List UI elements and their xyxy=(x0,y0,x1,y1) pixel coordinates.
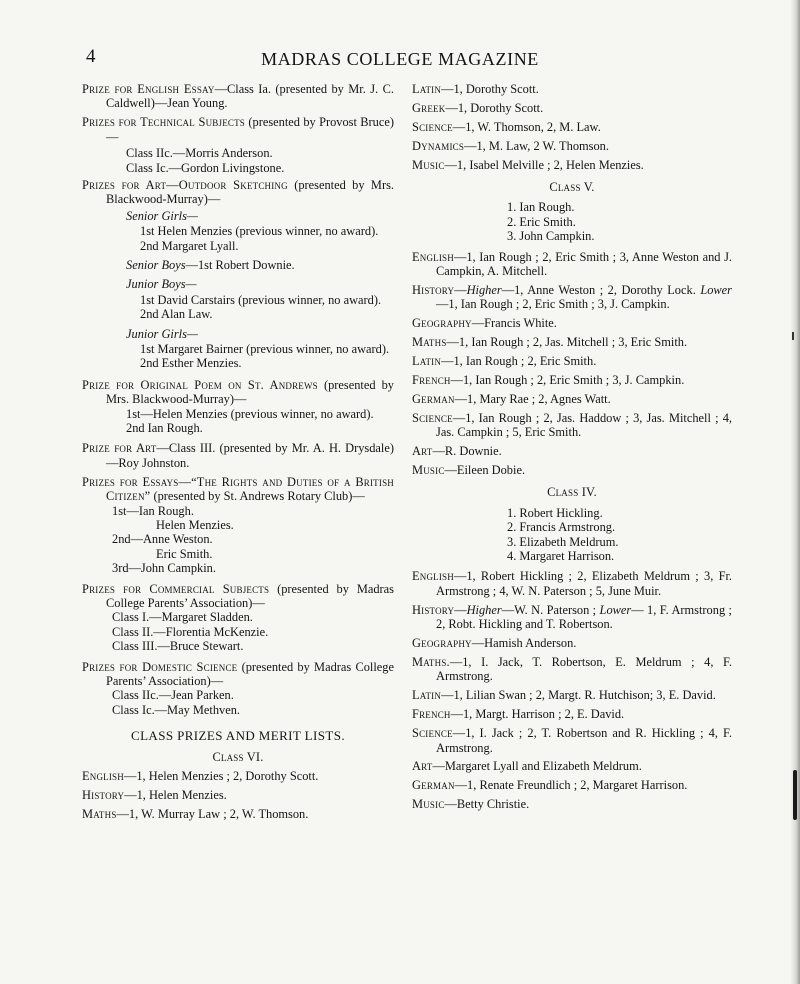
section-heading: CLASS PRIZES AND MERIT LISTS. xyxy=(131,728,345,744)
merit-german: German—1, Renate Freundlich ; 2, Margaret Harrison. xyxy=(412,778,688,793)
merit-science: Science—1, I. Jack ; 2, T. Robertson and R. Hickling ; 4, F. Armstrong. xyxy=(412,726,732,755)
prize-essays: Prizes for Essays—“The Rights and Duties of a British Citizen” (presented by St. Andrews Rotary Club)— xyxy=(82,474,394,504)
subheading: Senior Girls— xyxy=(126,208,198,223)
list-item: 3. John Campkin. xyxy=(507,229,595,244)
margin-mark xyxy=(792,332,794,340)
merit-history: History—Higher—1, Anne Weston ; 2, Dorothy Lock. Lower—1, Ian Rough ; 2, Eric Smith ; 3, J. Campkin. xyxy=(412,282,732,312)
list-item: 1. Robert Hickling. xyxy=(507,505,603,520)
page-number: 4 xyxy=(86,46,96,67)
merit-english: English—1, Helen Menzies ; 2, Dorothy Scott. xyxy=(82,769,319,784)
prize-technical: Prizes for Technical Subjects (presented by Provost Bruce)— xyxy=(82,115,395,144)
class-heading: Class VI. xyxy=(212,749,264,764)
margin-mark xyxy=(793,770,797,820)
merit-geography: Geography—Hamish Anderson. xyxy=(412,636,577,651)
prize-domestic: Prizes for Domestic Science (presented by Madras College Parents’ Association)— xyxy=(82,659,394,689)
merit-science: Science—1, Ian Rough ; 2, Jas. Haddow ; 3, Jas. Mitchell ; 4, Jas. Campkin ; 5, Eric Smith. xyxy=(412,410,732,440)
list-item: 4. Margaret Harrison. xyxy=(507,549,615,564)
list-item: Class Ic.—Gordon Livingstone. xyxy=(126,160,285,175)
merit-german: German—1, Mary Rae ; 2, Agnes Watt. xyxy=(412,391,611,406)
class-ranking-list xyxy=(507,200,732,243)
list-item: 2nd Alan Law. xyxy=(140,307,213,322)
merit-science: Science—1, W. Thomson, 2, M. Law. xyxy=(412,119,601,134)
merit-french: French—1, Margt. Harrison ; 2, E. David. xyxy=(412,707,625,722)
merit-music: Music—1, Isabel Melville ; 2, Helen Menzies. xyxy=(412,157,644,172)
merit-history: History—Higher—W. N. Paterson ; Lower— 1, F. Armstrong ; 2, Robt. Hickling and T. Robertson. xyxy=(412,602,732,632)
merit-maths: Maths—1, W. Murray Law ; 2, W. Thomson. xyxy=(82,806,309,821)
list-item: Class IIc.—Jean Parken. xyxy=(112,688,234,703)
prize-art-class3: Prize for Art—Class III. (presented by Mr. A. H. Drysdale)—Roy Johnston. xyxy=(82,441,394,470)
prize-english-essay: Prize for English Essay—Class Ia. (presented by Mr. J. C. Caldwell)—Jean Young. xyxy=(82,82,394,111)
list-item: 1st Margaret Bairner (previous winner, no award). xyxy=(140,342,390,356)
prize-original-poem: Prize for Original Poem on St. Andrews (presented by Mrs. Blackwood-Murray)— xyxy=(82,377,395,407)
merit-history: History—1, Helen Menzies. xyxy=(82,787,227,802)
running-title: MADRAS COLLEGE MAGAZINE xyxy=(261,49,539,69)
merit-english: English—1, Ian Rough ; 2, Eric Smith ; 3, Anne Weston and J. Campkin, A. Mitchell. xyxy=(412,249,732,279)
merit-art: Art—R. Downie. xyxy=(412,444,502,459)
list-item: Class Ic.—May Methven. xyxy=(112,702,241,717)
merit-dynamics: Dynamics—1, M. Law, 2 W. Thomson. xyxy=(412,138,609,153)
merit-greek: Greek—1, Dorothy Scott. xyxy=(412,100,544,115)
list-item: 3. Elizabeth Meldrum. xyxy=(507,534,619,549)
merit-geography: Geography—Francis White. xyxy=(412,316,557,331)
list-item: 2nd Margaret Lyall. xyxy=(140,238,239,253)
prize-commercial: Prizes for Commercial Subjects (presented by Madras College Parents’ Association)— xyxy=(82,581,394,610)
merit-art: Art—Margaret Lyall and Elizabeth Meldrum. xyxy=(412,759,642,774)
merit-latin: Latin—1, Lilian Swan ; 2, Margt. R. Hutchison; 3, E. David. xyxy=(412,688,716,703)
list-item: 2nd Ian Rough. xyxy=(126,421,203,436)
list-item: 2nd—Anne Weston. xyxy=(112,532,213,547)
list-item: Class IIc.—Morris Anderson. xyxy=(126,146,273,161)
prize-art-sketching: Prizes for Art—Outdoor Sketching (presented by Mrs. Blackwood-Murray)— xyxy=(82,177,394,207)
class-heading: Class IV. xyxy=(547,485,597,500)
subheading: Senior Boys—1st Robert Downie. xyxy=(126,257,295,272)
list-item: 2. Francis Armstrong. xyxy=(507,520,616,535)
merit-french: French—1, Ian Rough ; 2, Eric Smith ; 3, J. Campkin. xyxy=(412,373,685,387)
merit-maths: Maths—1, Ian Rough ; 2, Jas. Mitchell ; 3, Eric Smith. xyxy=(412,335,688,350)
class-heading: Class V. xyxy=(549,180,595,195)
merit-music: Music—Betty Christie. xyxy=(412,797,530,812)
left-column xyxy=(82,82,394,826)
list-item: 2. Eric Smith. xyxy=(507,214,576,229)
list-item: 1st—Ian Rough. xyxy=(112,503,194,518)
merit-latin: Latin—1, Ian Rough ; 2, Eric Smith. xyxy=(412,354,597,369)
list-item: 1st—Helen Menzies (previous winner, no award). xyxy=(126,406,374,421)
list-item: 2nd Esther Menzies. xyxy=(140,356,242,371)
merit-music: Music—Eileen Dobie. xyxy=(412,463,526,478)
list-item: 1st Helen Menzies (previous winner, no award). xyxy=(140,224,379,239)
list-item: Eric Smith. xyxy=(156,546,213,561)
list-item: 1. Ian Rough. xyxy=(507,200,575,215)
merit-english: English—1, Robert Hickling ; 2, Elizabeth Meldrum ; 3, Fr. Armstrong ; 4, W. N. Paterson ; 5, June Muir. xyxy=(412,569,732,598)
list-item: 1st David Carstairs (previous winner, no award). xyxy=(140,292,382,307)
list-item: Helen Menzies. xyxy=(156,517,234,532)
right-column xyxy=(412,82,732,816)
list-item: Class I.—Margaret Sladden. xyxy=(112,610,253,625)
merit-latin: Latin—1, Dorothy Scott. xyxy=(412,82,539,96)
list-item: Class III.—Bruce Stewart. xyxy=(112,639,244,654)
list-item: Class II.—Florentia McKenzie. xyxy=(112,624,269,639)
subheading: Junior Boys— xyxy=(126,277,197,292)
page-edge-shadow xyxy=(790,0,800,984)
class-ranking-list xyxy=(507,506,732,564)
list-item: 3rd—John Campkin. xyxy=(112,561,216,576)
subheading: Junior Girls— xyxy=(126,326,198,341)
merit-maths: Maths.—1, I. Jack, T. Robertson, E. Meldrum ; 4, F. Armstrong. xyxy=(412,655,732,684)
